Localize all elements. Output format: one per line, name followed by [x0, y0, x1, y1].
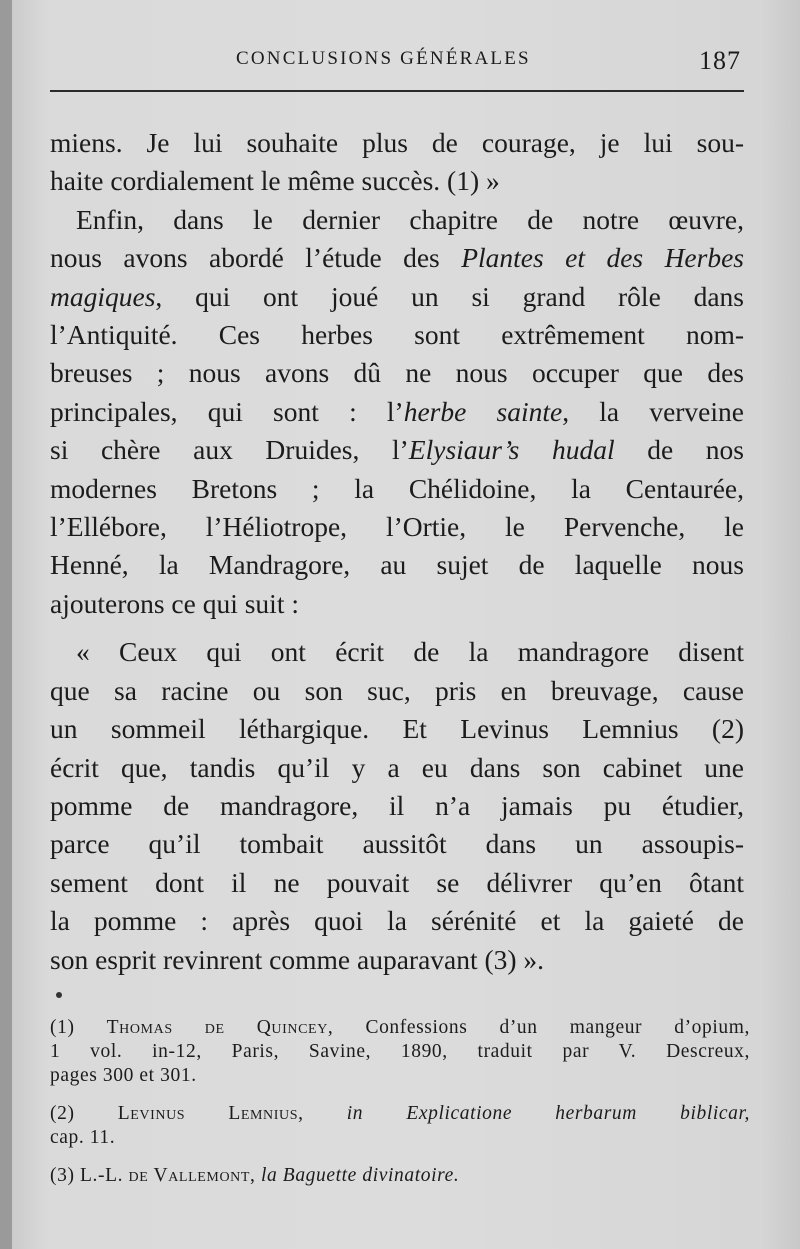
text-line: Henné, la Mandragore, au sujet de laquelle nous	[50, 549, 744, 581]
text-line: que sa racine ou son suc, pris en breuvage, cause	[50, 674, 744, 706]
text-line: l’Ellébore, l’Héliotrope, l’Ortie, le Pervenche, le	[50, 511, 744, 543]
footnotes	[50, 1016, 750, 1188]
text-line: la pomme : après quoi la sérénité et la gaieté de	[50, 905, 744, 937]
text-line: pomme de mandragore, il n’a jamais pu étudier,	[50, 789, 744, 821]
text-line: magiques, qui ont joué un si grand rôle dans	[50, 280, 744, 312]
text-line: si chère aux Druides, l’Elysiaur’s hudal de nos	[50, 434, 744, 466]
text-line: miens. Je lui souhaite plus de courage, je lui sou-	[50, 127, 744, 158]
text-line: « Ceux qui ont écrit de la mandragore disent	[76, 636, 744, 668]
text-line: modernes Bretons ; la Chélidoine, la Centaurée,	[50, 472, 744, 504]
page-binding-shadow	[0, 0, 12, 1249]
footnote-2: (2) Levinus Lemnius, in Explicatione herbarum biblicar,	[50, 1103, 750, 1124]
page-header	[50, 44, 745, 80]
text-line: sement dont il ne pouvait se délivrer qu’en ôtant	[50, 866, 744, 898]
footnote-3: (3) L.-L. de Vallemont, la Baguette divinatoire.	[50, 1165, 460, 1186]
quotation-paragraph	[50, 633, 744, 979]
footnote-2-line: cap. 11.	[50, 1127, 116, 1148]
text-line: Enfin, dans le dernier chapitre de notre œuvre,	[76, 203, 744, 235]
text-line: principales, qui sont : l’herbe sainte, la verveine	[50, 395, 744, 427]
text-line: ajouterons ce qui suit :	[50, 587, 299, 619]
text-line: l’Antiquité. Ces herbes sont extrêmement nom-	[50, 319, 744, 351]
running-title: CONCLUSIONS GÉNÉRALES	[236, 48, 531, 69]
footnote-1-line: pages 300 et 301.	[50, 1065, 197, 1086]
footnote-1: (1) Thomas de Quincey, Confessions d’un mangeur d’opium,	[50, 1017, 750, 1038]
text-line: un sommeil léthargique. Et Levinus Lemnius (2)	[50, 713, 744, 745]
text-line: son esprit revinrent comme auparavant (3) ».	[50, 943, 545, 975]
body-text	[50, 124, 744, 979]
header-rule	[50, 90, 744, 92]
text-line: parce qu’il tombait aussitôt dans un assoupis-	[50, 828, 744, 860]
text-line: écrit que, tandis qu’il y a eu dans son cabinet une	[50, 751, 744, 783]
text-line: breuses ; nous avons dû ne nous occuper que des	[50, 357, 744, 389]
footnote-1-line: 1 vol. in-12, Paris, Savine, 1890, traduit par V. Descreux,	[50, 1041, 750, 1062]
page-number: 187	[699, 46, 741, 75]
ink-speck	[56, 992, 62, 998]
text-line: haite cordialement le même succès. (1) »	[50, 165, 500, 197]
text-line: nous avons abordé l’étude des Plantes et des Herbes	[50, 242, 744, 274]
